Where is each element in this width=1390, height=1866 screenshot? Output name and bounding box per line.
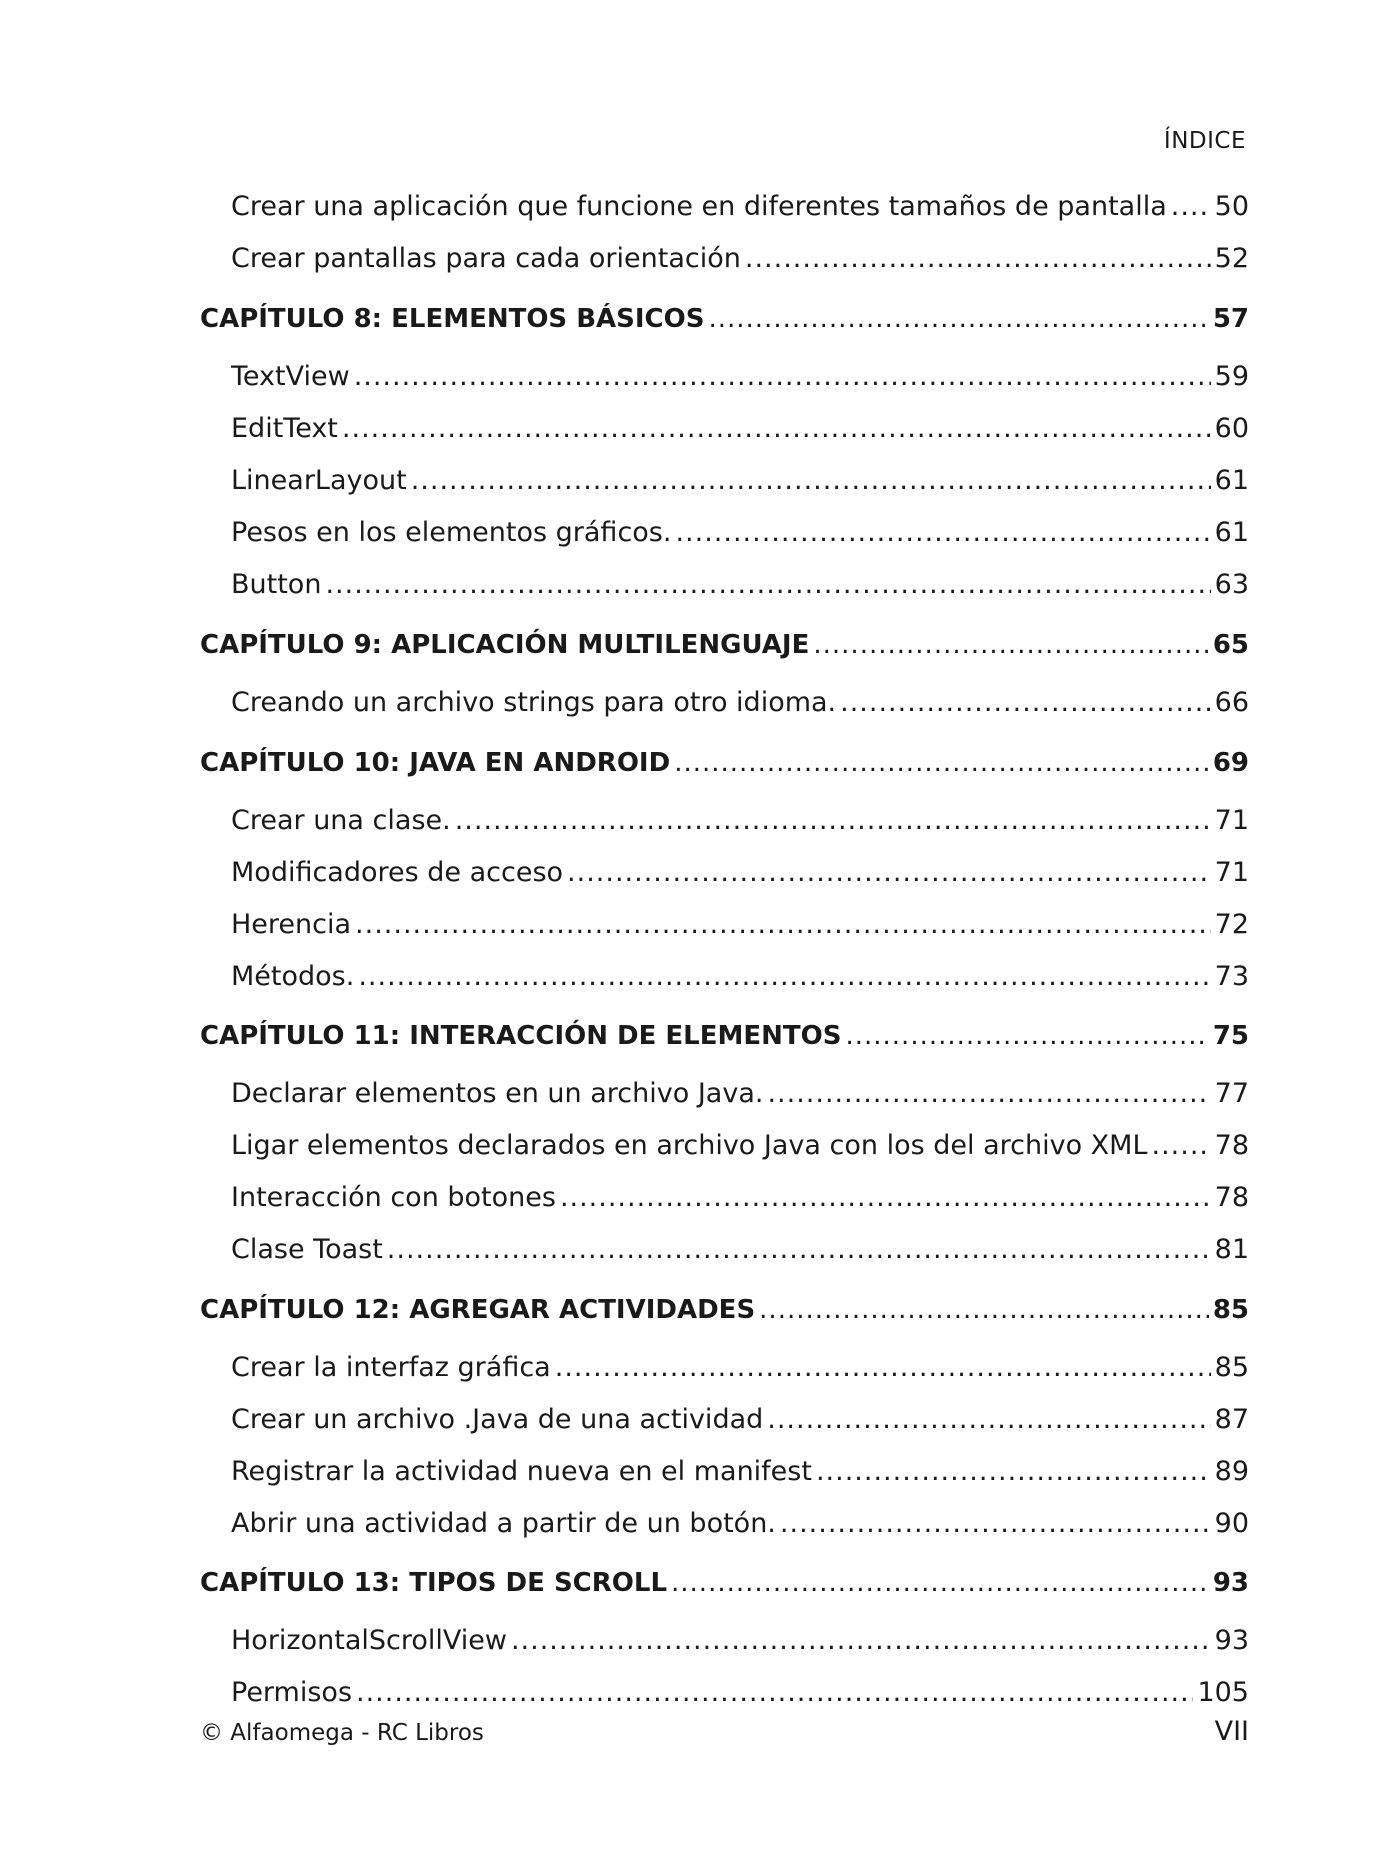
toc-entry-page: 59 [1214,361,1249,392]
toc-entry-page: 85 [1212,1295,1249,1325]
toc-chapter-entry [200,1021,1249,1051]
toc-entry-title: HorizontalScrollView [231,1625,507,1656]
toc-entry-title: Modificadores de acceso [231,857,564,888]
toc-dot-leader [674,748,1209,778]
toc-dot-leader [387,1234,1211,1265]
running-head: ÍNDICE [1163,128,1246,154]
toc-entry-page: 65 [1212,630,1249,660]
toc-entry-page: 87 [1214,1404,1249,1435]
toc-entry-title: Registrar la actividad nueva en el manifest [231,1456,812,1487]
toc-entry-title: Crear la interfaz gráfica [231,1352,551,1383]
toc-entry-title: Button [231,569,322,600]
toc-dot-leader [767,1078,1210,1109]
toc-dot-leader [780,1508,1211,1539]
toc-dot-leader [342,413,1211,444]
toc-entry-page: 69 [1212,748,1249,778]
toc-entry-title: Métodos. [231,961,355,992]
toc-chapter-entry [200,1568,1249,1598]
toc-entry-title: Abrir una actividad a partir de un botón. [231,1508,776,1539]
toc-entry-title: Pesos en los elementos gráficos. [231,517,672,548]
toc-entry-title: CAPÍTULO 11: INTERACCIÓN DE ELEMENTOS [200,1021,842,1051]
toc-dot-leader [455,805,1211,836]
toc-chapter-entry [200,630,1249,660]
toc-section-entry [200,243,1249,274]
toc-dot-leader [845,1021,1208,1051]
toc-dot-leader [325,569,1210,600]
toc-entry-title: Crear pantallas para cada orientación [231,243,741,274]
toc-section-entry [200,1456,1249,1487]
toc-section-entry [200,1078,1249,1109]
toc-dot-leader [671,1568,1209,1598]
toc-entry-title: LinearLayout [231,465,407,496]
toc-chapter-entry [200,304,1249,334]
toc-entry-page: 72 [1214,909,1249,940]
toc-entry-page: 61 [1214,517,1249,548]
toc-dot-leader [555,1352,1211,1383]
toc-section-entry [200,805,1249,836]
toc-section-entry [200,687,1249,718]
toc-entry-page: 75 [1212,1021,1249,1051]
toc-entry-page: 93 [1212,1568,1249,1598]
toc-entry-page: 66 [1214,687,1249,718]
toc-entry-page: 90 [1214,1508,1249,1539]
toc-entry-title: Interacción con botones [231,1182,556,1213]
toc-dot-leader [708,304,1208,334]
toc-dot-leader [358,961,1210,992]
toc-chapter-entry [200,748,1249,778]
toc-dot-leader [759,1295,1209,1325]
toc-entry-title: Herencia [231,909,352,940]
toc-section-entry [200,517,1249,548]
toc-entry-title: TextView [231,361,350,392]
toc-entry-title: CAPÍTULO 10: JAVA EN ANDROID [200,748,671,778]
toc-entry-page: 57 [1212,304,1249,334]
footer-page-number: VII [1214,1716,1249,1747]
toc-section-entry [200,1352,1249,1383]
toc-dot-leader [354,361,1211,392]
toc-dot-leader [1152,1130,1211,1161]
toc-entry-title: Crear un archivo .Java de una actividad [231,1404,764,1435]
toc-entry-page: 93 [1214,1625,1249,1656]
toc-dot-leader [767,1404,1210,1435]
toc-section-entry [200,961,1249,992]
toc-section-entry [200,361,1249,392]
toc-section-entry [200,465,1249,496]
toc-entry-title: Crear una clase. [231,805,451,836]
toc-section-entry [200,1404,1249,1435]
toc-entry-title: CAPÍTULO 8: ELEMENTOS BÁSICOS [200,304,705,334]
toc-entry-title: CAPÍTULO 9: APLICACIÓN MULTILENGUAJE [200,630,810,660]
toc-entry-page: 61 [1214,465,1249,496]
toc-dot-leader [511,1625,1211,1656]
toc-entry-page: 52 [1214,243,1249,274]
toc-entry-page: 50 [1214,191,1249,222]
toc-entry-page: 63 [1214,569,1249,600]
toc-entry-page: 85 [1214,1352,1249,1383]
toc-section-entry [200,1625,1249,1656]
toc-entry-page: 77 [1214,1078,1249,1109]
toc-entry-page: 71 [1214,805,1249,836]
toc-section-entry [200,1508,1249,1539]
toc-entry-page: 73 [1214,961,1249,992]
toc-entry-title: Crear una aplicación que funcione en diferentes tamaños de pantalla [231,191,1167,222]
toc-entry-title: Permisos [231,1677,353,1708]
toc-entry-title: Creando un archivo strings para otro idioma. [231,687,837,718]
toc-entry-page: 81 [1214,1234,1249,1265]
table-of-contents [200,0,1249,1866]
toc-dot-leader [813,630,1208,660]
toc-dot-leader [355,909,1211,940]
toc-dot-leader [840,687,1211,718]
toc-dot-leader [356,1677,1193,1708]
toc-entry-page: 78 [1214,1182,1249,1213]
toc-section-entry [200,1182,1249,1213]
toc-entry-page: 78 [1214,1130,1249,1161]
toc-dot-leader [567,857,1211,888]
toc-dot-leader [675,517,1210,548]
toc-dot-leader [560,1182,1211,1213]
toc-section-entry [200,413,1249,444]
toc-entry-page: 60 [1214,413,1249,444]
toc-dot-leader [411,465,1211,496]
toc-dot-leader [1171,191,1211,222]
toc-entry-page: 71 [1214,857,1249,888]
toc-entry-page: 89 [1214,1456,1249,1487]
toc-entry-title: CAPÍTULO 12: AGREGAR ACTIVIDADES [200,1295,756,1325]
toc-entry-title: Ligar elementos declarados en archivo Java con los del archivo XML [231,1130,1148,1161]
toc-entry-title: Clase Toast [231,1234,383,1265]
toc-section-entry [200,857,1249,888]
toc-section-entry [200,1677,1249,1708]
toc-chapter-entry [200,1295,1249,1325]
toc-entry-title: CAPÍTULO 13: TIPOS DE SCROLL [200,1568,668,1598]
toc-section-entry [200,909,1249,940]
toc-section-entry [200,569,1249,600]
toc-section-entry [200,1130,1249,1161]
footer-publisher: © Alfaomega - RC Libros [200,1720,484,1746]
toc-section-entry [200,1234,1249,1265]
toc-dot-leader [745,243,1211,274]
toc-dot-leader [816,1456,1211,1487]
toc-section-entry [200,191,1249,222]
toc-entry-title: Declarar elementos en un archivo Java. [231,1078,764,1109]
toc-entry-title: EditText [231,413,338,444]
toc-entry-page: 105 [1197,1677,1249,1708]
